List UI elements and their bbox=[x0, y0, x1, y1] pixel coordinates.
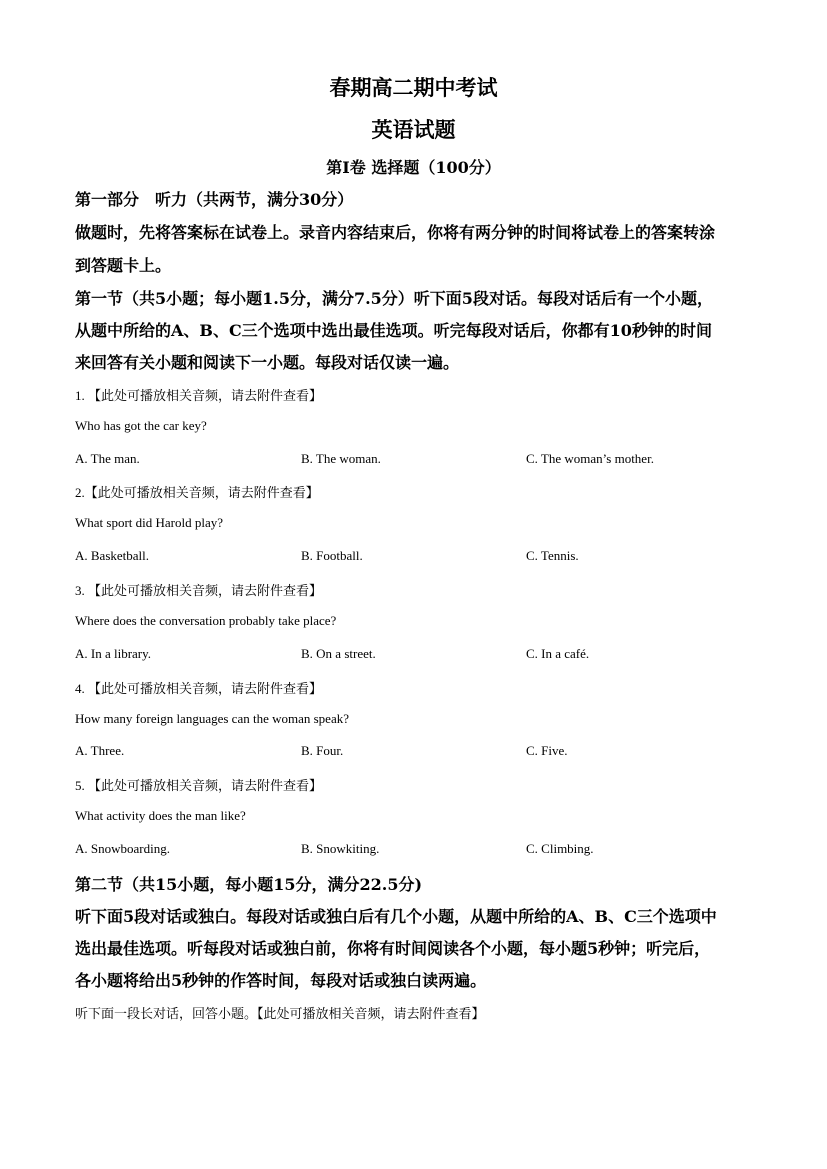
subject-title: 英语试题 bbox=[371, 117, 456, 142]
section1-line3: 来回答有关小题和阅读下一小题。每段对话仅读一遍。 bbox=[75, 353, 460, 372]
question-2-option-a: A. Basketball. bbox=[75, 548, 150, 563]
question-3-text: Where does the conversation probably take place? bbox=[75, 613, 337, 628]
exam-title: 春期高二期中考试 bbox=[329, 75, 498, 100]
section2-line1: 听下面5段对话或独白。每段对话或独白后有几个小题，从题中所给的A、B、C三个选项中 bbox=[75, 907, 717, 926]
section1-line1: 第一节（共5小题；每小题1.5分，满分7.5分）听下面5段对话。每段对话后有一个小题， bbox=[75, 289, 713, 308]
question-5-option-a: A. Snowboarding. bbox=[75, 841, 170, 856]
question-4-option-c: C. Five. bbox=[526, 743, 568, 758]
section2-line3: 各小题将给出5秒钟的作答时间，每段对话或独白读两遍。 bbox=[75, 971, 487, 990]
question-4-option-a: A. Three. bbox=[75, 743, 125, 758]
section2-heading: 第二节（共15小题，每小题15分，满分22.5分) bbox=[75, 875, 423, 894]
question-5-audio[interactable]: 5. 【此处可播放相关音频，请去附件查看】 bbox=[75, 778, 323, 793]
part1-heading: 第一部分 听力（共两节，满分30分） bbox=[75, 190, 354, 209]
question-5-option-c: C. Climbing. bbox=[526, 841, 594, 856]
question-2-text: What sport did Harold play? bbox=[75, 515, 224, 530]
question-1-text: Who has got the car key? bbox=[75, 418, 207, 433]
question-1-option-b: B. The woman. bbox=[301, 451, 381, 466]
volume-title: 第Ⅰ卷 选择题（100分） bbox=[326, 158, 501, 177]
section1-line2: 从题中所给的A、B、C三个选项中选出最佳选项。听完每段对话后，你都有10秒钟的时间 bbox=[75, 321, 712, 340]
section2-line2: 选出最佳选项。听每段对话或独白前，你将有时间阅读各个小题，每小题5秒钟；听完后， bbox=[75, 939, 711, 958]
part1-intro-line2: 到答题卡上。 bbox=[75, 256, 172, 275]
section2-instruction[interactable]: 听下面一段长对话，回答小题。【此处可播放相关音频，请去附件查看】 bbox=[75, 1006, 485, 1021]
part1-intro-line1: 做题时，先将答案标在试卷上。录音内容结束后，你将有两分钟的时间将试卷上的答案转涂 bbox=[75, 223, 716, 242]
question-3-option-c: C. In a café. bbox=[526, 646, 590, 661]
question-2-audio[interactable]: 2.【此处可播放相关音频，请去附件查看】 bbox=[75, 485, 319, 500]
question-1-option-a: A. The man. bbox=[75, 451, 140, 466]
question-1-audio[interactable]: 1. 【此处可播放相关音频，请去附件查看】 bbox=[75, 388, 323, 403]
question-3-option-a: A. In a library. bbox=[75, 646, 152, 661]
question-4-audio[interactable]: 4. 【此处可播放相关音频，请去附件查看】 bbox=[75, 681, 323, 696]
question-3-option-b: B. On a street. bbox=[301, 646, 376, 661]
question-3-audio[interactable]: 3. 【此处可播放相关音频，请去附件查看】 bbox=[75, 583, 323, 598]
question-4-text: How many foreign languages can the woman speak? bbox=[75, 711, 349, 726]
question-1-option-c: C. The woman’s mother. bbox=[526, 451, 654, 466]
question-2-option-b: B. Football. bbox=[301, 548, 363, 563]
question-2-option-c: C. Tennis. bbox=[526, 548, 579, 563]
question-5-option-b: B. Snowkiting. bbox=[301, 841, 380, 856]
question-5-text: What activity does the man like? bbox=[75, 808, 246, 823]
question-4-option-b: B. Four. bbox=[301, 743, 344, 758]
